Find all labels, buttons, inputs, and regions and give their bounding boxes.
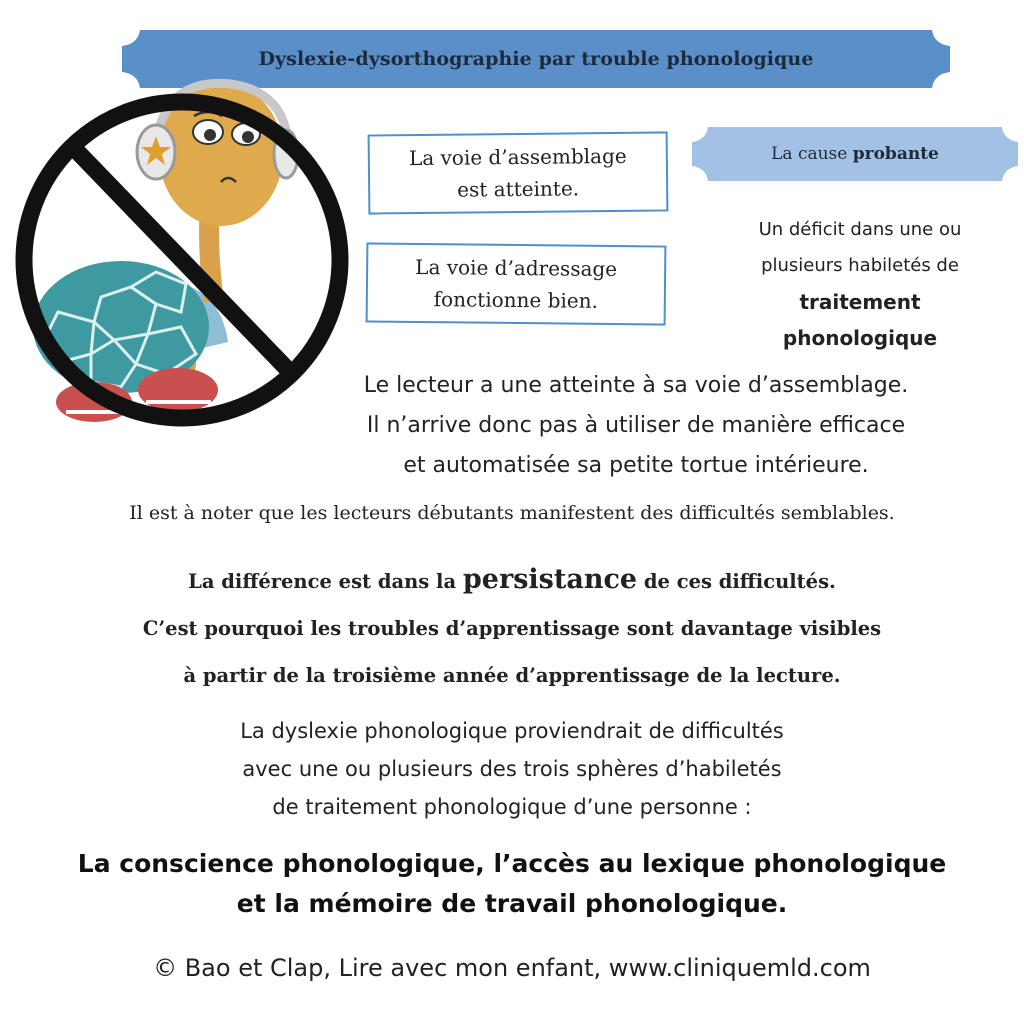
difference-line3: à partir de la troisième année d’apprentissage de la lecture. bbox=[183, 664, 841, 687]
conscience-line1: La conscience phonologique, l’accès au lexique phonologique bbox=[77, 849, 947, 878]
cause-tab bbox=[692, 127, 1018, 181]
cause-label-text: La cause bbox=[771, 144, 848, 164]
assemblage-box bbox=[368, 131, 669, 214]
difference-line1 bbox=[30, 556, 994, 605]
deficit-line1: Un déficit dans une ou bbox=[758, 219, 962, 240]
adressage-box bbox=[366, 242, 667, 325]
difference-part1: La différence est dans la bbox=[188, 570, 457, 593]
cause-label bbox=[692, 127, 1018, 181]
page-title: Dyslexie-dysorthographie par trouble phonologique bbox=[258, 48, 814, 70]
difference-part2: de ces difficultés. bbox=[643, 570, 836, 593]
note-text: Il est à noter que les lecteurs débutants manifestent des difficultés semblables. bbox=[129, 502, 895, 524]
assemblage-line1: La voie d’assemblage bbox=[408, 143, 627, 171]
cause-label-bold: probante bbox=[852, 144, 939, 164]
deficit-line2: plusieurs habiletés de bbox=[761, 255, 959, 276]
deficit-bold1: traitement bbox=[799, 290, 921, 314]
assemblage-line2: est atteinte. bbox=[457, 176, 580, 202]
conscience-line2: et la mémoire de travail phonologique. bbox=[236, 889, 788, 918]
dyslexie-line1: La dyslexie phonologique proviendrait de difficultés bbox=[240, 719, 784, 743]
dyslexie-line2: avec une ou plusieurs des trois sphères d’habiletés bbox=[242, 757, 782, 781]
lecteur-line2: Il n’arrive donc pas à utiliser de manière efficace bbox=[366, 413, 906, 438]
difference-emphasis: persistance bbox=[462, 564, 638, 595]
deficit-bold2: phonologique bbox=[782, 326, 938, 350]
difference-paragraph bbox=[30, 556, 994, 699]
deficit-text bbox=[726, 212, 994, 356]
lecteur-line1: Le lecteur a une atteinte à sa voie d’assemblage. bbox=[363, 373, 909, 398]
difference-line2: C’est pourquoi les troubles d’apprentissage sont davantage visibles bbox=[142, 617, 882, 640]
dyslexie-line3: de traitement phonologique d’une personne : bbox=[272, 795, 752, 819]
copyright-footer: © Bao et Clap, Lire avec mon enfant, www.cliniquemld.com bbox=[153, 954, 871, 982]
conscience-paragraph bbox=[30, 844, 994, 924]
adressage-line2: fonctionne bien. bbox=[433, 287, 599, 313]
lecteur-line3: et automatisée sa petite tortue intérieure. bbox=[403, 453, 869, 478]
lecteur-paragraph bbox=[296, 366, 976, 486]
adressage-line1: La voie d’adressage bbox=[415, 254, 618, 282]
dyslexie-paragraph bbox=[60, 712, 964, 826]
